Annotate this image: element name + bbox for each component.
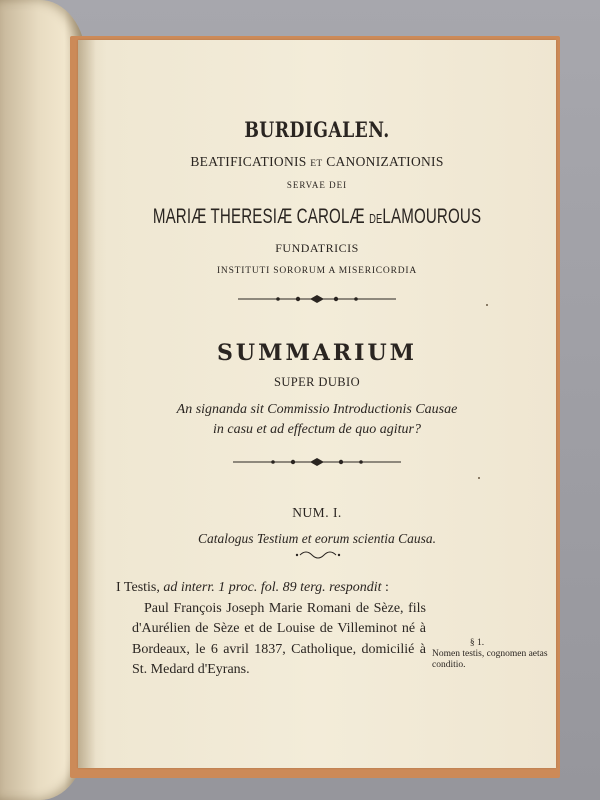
margin-section: § 1. <box>469 638 485 648</box>
summarium-title: SUMMARIUM <box>217 340 417 366</box>
section-caption: Catalogus Testium et eorum scientia Causa. <box>197 531 436 546</box>
dubium-question <box>78 400 556 440</box>
servae-dei: SERVAE DEI <box>286 180 348 190</box>
section-number: NUM. I. <box>292 505 342 520</box>
instituti-line: INSTITUTI SORORUM A MISERICORDIA <box>216 266 418 276</box>
servant-name-de: DE <box>369 211 383 226</box>
servant-name-first: MARIÆ THERESIÆ CAROLÆ <box>152 205 365 228</box>
witness-paragraph: Paul François Joseph Marie Romani de Sèze, fils d'Aurélien de Sèze et de Louise de Villeminot né à Bordeaux, le 6 avril 1837, Catholique, domicilié à St. Medard d'Eyrans. <box>132 600 426 677</box>
witness-lead <box>116 578 426 599</box>
dubium-line-1: An signanda sit Commissio Introductionis Causae <box>176 402 458 417</box>
margin-note <box>432 638 550 671</box>
dubium-line-2: in casu et ad effectum de quo agitur? <box>212 422 422 437</box>
city-heading: BURDIGALEN. <box>244 117 390 142</box>
margin-note-text: Nomen testis, cognomen aetas conditio. <box>432 649 548 670</box>
servant-name-last: LAMOUROUS <box>382 205 482 228</box>
document-page <box>78 40 556 768</box>
fundatricis: FUNDATRICIS <box>275 241 359 255</box>
paper-speck <box>478 477 480 479</box>
paper-speck <box>486 304 488 306</box>
ornament-divider-2 <box>78 456 556 468</box>
super-dubio: SUPER DUBIO <box>273 375 360 389</box>
witness-reference: ad interr. 1 proc. fol. 89 terg. respondit <box>163 580 382 595</box>
cause-et: ET <box>310 159 323 169</box>
servant-name <box>145 205 489 229</box>
witness-colon: : <box>385 580 389 595</box>
ornament-divider <box>78 293 556 305</box>
witness-number: I Testis, <box>116 580 160 595</box>
witness-entry <box>116 578 426 681</box>
cause-beatificationis: BEATIFICATIONIS <box>190 154 307 169</box>
cause-canonizationis: CANONIZATIONIS <box>326 154 444 169</box>
ornament-flourish <box>78 549 556 561</box>
cause-line <box>78 154 556 170</box>
